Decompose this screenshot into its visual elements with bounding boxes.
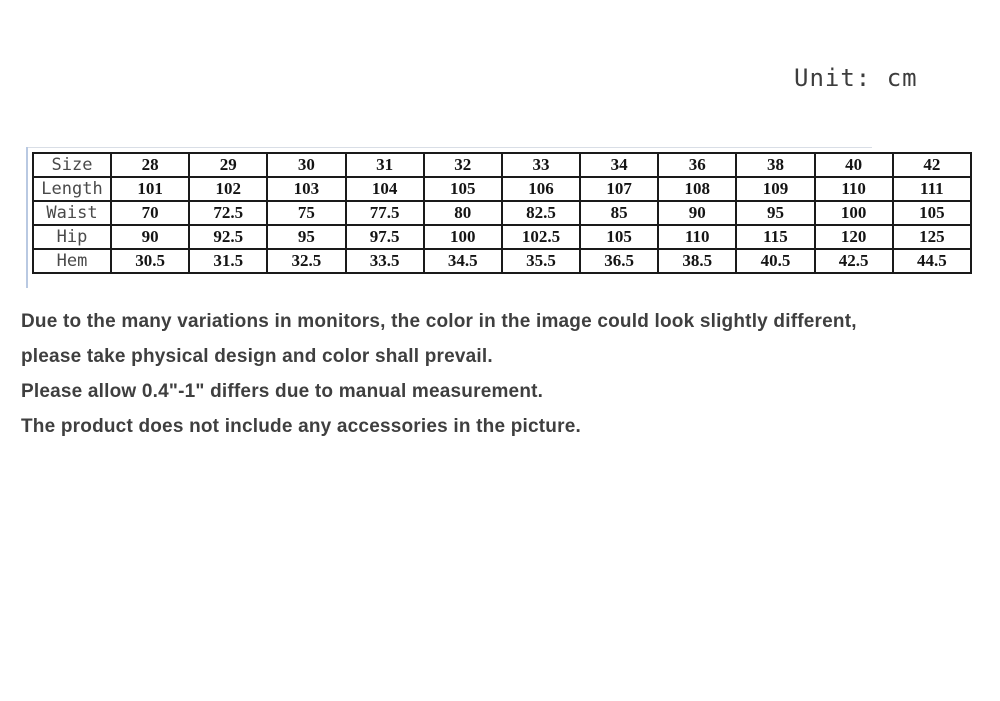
measurement-cell: 102.5 <box>502 225 580 249</box>
measurement-cell: 29 <box>189 153 267 177</box>
measurement-cell: 103 <box>267 177 345 201</box>
measurement-cell: 38 <box>736 153 814 177</box>
measurement-cell: 111 <box>893 177 971 201</box>
disclaimer-line: please take physical design and color shall prevail. <box>21 346 493 367</box>
measurement-cell: 36.5 <box>580 249 658 273</box>
measurement-cell: 104 <box>346 177 424 201</box>
measurement-cell: 90 <box>658 201 736 225</box>
measurement-cell: 75 <box>267 201 345 225</box>
size-chart-table-body <box>33 153 971 273</box>
row-label: Hem <box>33 249 111 273</box>
measurement-cell: 102 <box>189 177 267 201</box>
measurement-cell: 77.5 <box>346 201 424 225</box>
measurement-cell: 30 <box>267 153 345 177</box>
measurement-cell: 120 <box>815 225 893 249</box>
measurement-cell: 101 <box>111 177 189 201</box>
measurement-cell: 110 <box>815 177 893 201</box>
disclaimer-line: Due to the many variations in monitors, the color in the image could look slightly different, <box>21 311 857 332</box>
measurement-cell: 110 <box>658 225 736 249</box>
measurement-cell: 33.5 <box>346 249 424 273</box>
measurement-cell: 80 <box>424 201 502 225</box>
size-chart-table <box>32 152 972 274</box>
measurement-cell: 35.5 <box>502 249 580 273</box>
measurement-cell: 107 <box>580 177 658 201</box>
spreadsheet-gridline-top <box>27 147 872 148</box>
table-row <box>33 201 971 225</box>
measurement-cell: 97.5 <box>346 225 424 249</box>
measurement-cell: 31.5 <box>189 249 267 273</box>
unit-label: Unit: cm <box>794 64 918 92</box>
disclaimer-line: Please allow 0.4"-1" differs due to manual measurement. <box>21 381 544 402</box>
measurement-cell: 105 <box>580 225 658 249</box>
measurement-cell: 28 <box>111 153 189 177</box>
measurement-cell: 34.5 <box>424 249 502 273</box>
measurement-cell: 38.5 <box>658 249 736 273</box>
measurement-cell: 92.5 <box>189 225 267 249</box>
table-row <box>33 153 971 177</box>
measurement-cell: 32.5 <box>267 249 345 273</box>
measurement-cell: 31 <box>346 153 424 177</box>
row-label: Length <box>33 177 111 201</box>
measurement-cell: 44.5 <box>893 249 971 273</box>
row-label: Waist <box>33 201 111 225</box>
measurement-cell: 33 <box>502 153 580 177</box>
measurement-cell: 34 <box>580 153 658 177</box>
measurement-cell: 115 <box>736 225 814 249</box>
measurement-cell: 106 <box>502 177 580 201</box>
measurement-cell: 32 <box>424 153 502 177</box>
table-row <box>33 249 971 273</box>
table-row <box>33 177 971 201</box>
disclaimer-text-block <box>21 311 981 451</box>
measurement-cell: 72.5 <box>189 201 267 225</box>
measurement-cell: 40.5 <box>736 249 814 273</box>
measurement-cell: 100 <box>424 225 502 249</box>
measurement-cell: 42 <box>893 153 971 177</box>
measurement-cell: 105 <box>424 177 502 201</box>
measurement-cell: 70 <box>111 201 189 225</box>
measurement-cell: 95 <box>736 201 814 225</box>
measurement-cell: 82.5 <box>502 201 580 225</box>
row-label: Size <box>33 153 111 177</box>
measurement-cell: 108 <box>658 177 736 201</box>
disclaimer-line: The product does not include any accessories in the picture. <box>21 416 581 437</box>
measurement-cell: 95 <box>267 225 345 249</box>
measurement-cell: 30.5 <box>111 249 189 273</box>
measurement-cell: 85 <box>580 201 658 225</box>
measurement-cell: 36 <box>658 153 736 177</box>
row-label: Hip <box>33 225 111 249</box>
measurement-cell: 40 <box>815 153 893 177</box>
measurement-cell: 90 <box>111 225 189 249</box>
measurement-cell: 100 <box>815 201 893 225</box>
spreadsheet-gridline-left <box>26 147 28 288</box>
measurement-cell: 125 <box>893 225 971 249</box>
measurement-cell: 109 <box>736 177 814 201</box>
table-row <box>33 225 971 249</box>
measurement-cell: 42.5 <box>815 249 893 273</box>
measurement-cell: 105 <box>893 201 971 225</box>
